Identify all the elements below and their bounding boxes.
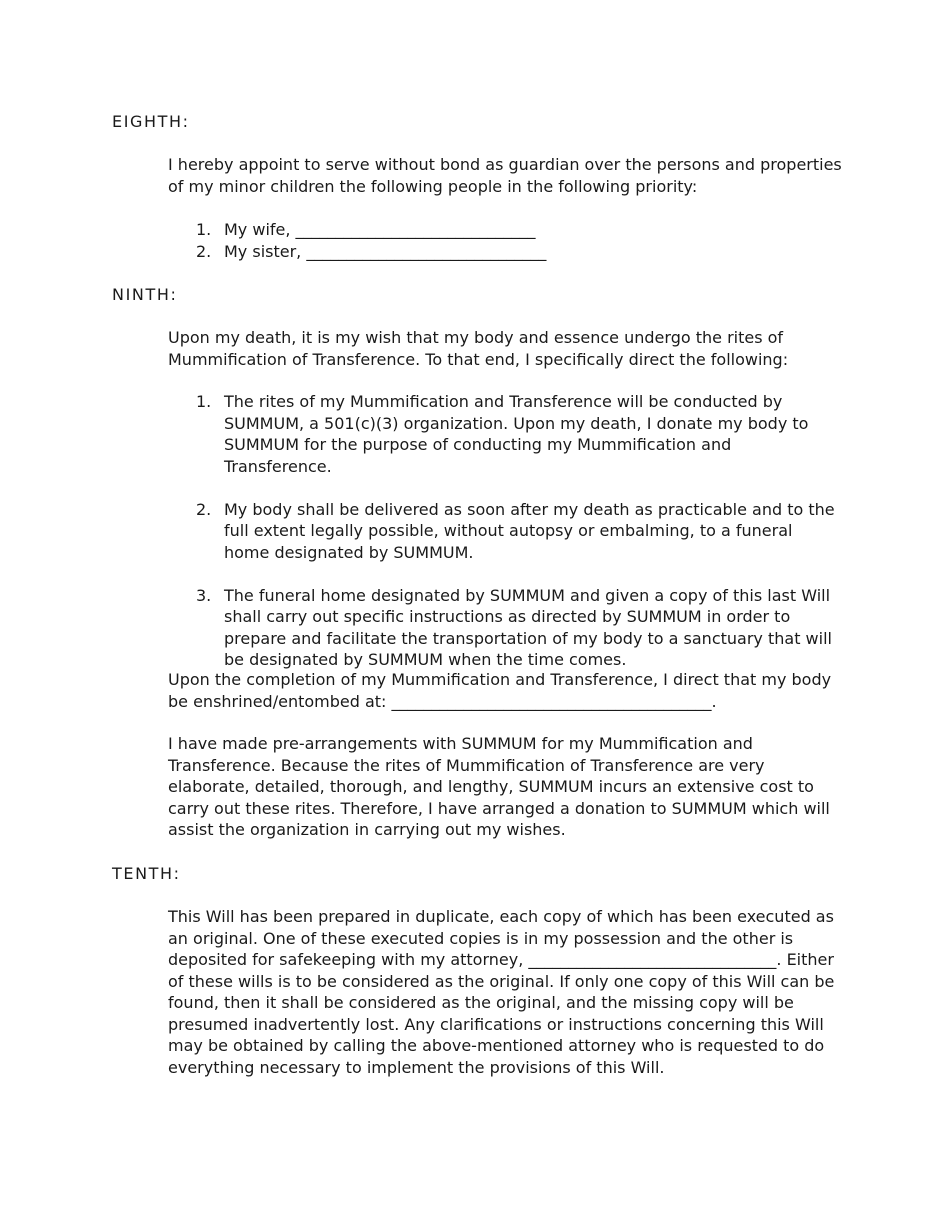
list-item (196, 585, 836, 671)
section-heading-ninth: NINTH: (112, 285, 178, 304)
section-heading-tenth: TENTH: (112, 864, 181, 883)
guardian-list (196, 219, 836, 262)
ninth-paragraph: Upon my death, it is my wish that my body and essence undergo the rites of Mummification of Transference. To that end, I specifically direct the following: (168, 328, 789, 369)
list-number: 1. (196, 392, 212, 411)
direction-text: The funeral home designated by SUMMUM and given a copy of this last Will shall carry out specific instructions as directed by SUMMUM in order to prepare and facilitate the transportation of my body to a sanctuary that will be designated by SUMMUM when the time comes. (224, 585, 832, 669)
tenth-paragraph: This Will has been prepared in duplicate, each copy of which has been executed as an original. One of these executed copies is in my possession and the other is deposited for safekeeping with my attorney, _______________________________. Either of these wills is to be considered as the original. If only one copy of this Will can be found, then it shall be considered as the original, and the missing copy will be presumed inadvertently lost. Any clarifications or instructions concerning this Will may be obtained by calling the above-mentioned attorney who is requested to do everything necessary to implement the provisions of this Will. (168, 907, 835, 1077)
list-number: 2. (196, 499, 212, 519)
guardian-wife-line: My wife, ______________________________ (224, 220, 536, 239)
completion-paragraph: Upon the completion of my Mummification and Transference, I direct that my body be enshrined/entombed at: ________________________________________. (168, 670, 832, 711)
list-number: 1. (196, 220, 212, 239)
direction-text: The rites of my Mummification and Transference will be conducted by SUMMUM, a 501(c)(3) organization. Upon my death, I donate my body to SUMMUM for the purpose of conducting my Mummification and Transference. (224, 392, 809, 476)
arrangements-paragraph: I have made pre-arrangements with SUMMUM for my Mummification and Transference. Because the rites of Mummification of Transference are very elaborate, detailed, thorough, and lengthy, SUMMUM incurs an extensive cost to carry out these rites. Therefore, I have arranged a donation to SUMMUM which will assist the organization in carrying out my wishes. (168, 734, 830, 839)
list-number: 2. (196, 241, 212, 261)
list-item (196, 499, 836, 564)
list-item (196, 219, 836, 241)
section-heading-eighth: EIGHTH: (112, 112, 190, 131)
list-number: 3. (196, 585, 212, 605)
eighth-paragraph: I hereby appoint to serve without bond as guardian over the persons and properties of my minor children the following people in the following priority: (168, 155, 842, 196)
mummification-directions-list (196, 391, 836, 692)
list-item (196, 391, 836, 477)
direction-text: My body shall be delivered as soon after my death as practicable and to the full extent legally possible, without autopsy or embalming, to a funeral home designated by SUMMUM. (224, 499, 835, 562)
guardian-sister-line: My sister, ______________________________ (224, 241, 547, 261)
list-item (196, 241, 836, 263)
